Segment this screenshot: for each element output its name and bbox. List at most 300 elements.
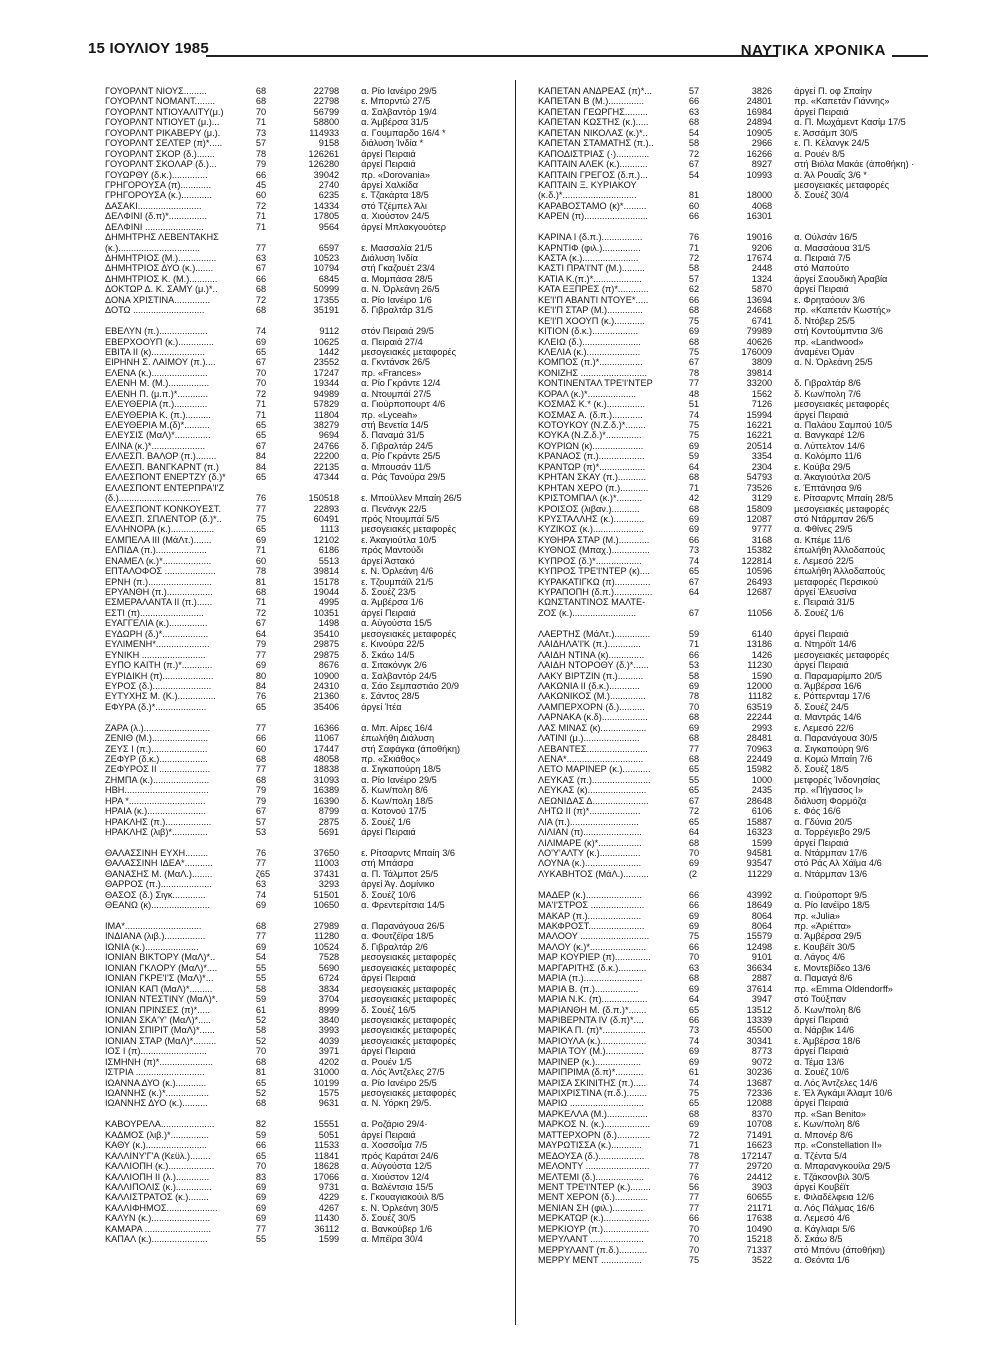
table-row bbox=[538, 253, 943, 263]
ship-name: ΕΥΑΓΓΕΛΙΑ (κ.)............... bbox=[105, 618, 208, 629]
ship-year: 76 bbox=[255, 847, 267, 858]
table-row bbox=[538, 1224, 943, 1234]
ship-group bbox=[105, 326, 510, 712]
ship-status: δ. Κων/πολη 8/6 bbox=[361, 785, 428, 796]
ship-status: ε. Μασσαλία 21/5 bbox=[361, 242, 433, 253]
ship-status: α. Κοτονού 17/5 bbox=[361, 806, 427, 817]
ship-year: 69 bbox=[688, 858, 700, 869]
ship-status: μεσογειακές μεταφορές bbox=[794, 503, 890, 514]
ship-tonnage: 2966 bbox=[751, 138, 773, 149]
ship-status: α. Λός Άντζελες 27/5 bbox=[361, 1067, 445, 1078]
ship-tonnage: 5691 bbox=[318, 827, 340, 838]
ship-name: ΙΣΜΗΝΗ (π)*..................... bbox=[105, 1056, 213, 1067]
ship-year: 65 bbox=[255, 346, 267, 357]
ship-name: ΙΩΑΝΝΗΣ (κ.)*................. bbox=[105, 1088, 209, 1098]
ship-name: ΛΑΚΥ ΒΙΡΤΖΙΝ (π.).......... bbox=[538, 670, 644, 681]
ship-tonnage: 8370 bbox=[751, 1108, 773, 1119]
ship-year: 68 bbox=[688, 117, 700, 128]
table-row bbox=[105, 890, 510, 900]
ship-name: ΔΗΜΗΤΡΙΟΣ Κ. (Μ.)........... bbox=[105, 273, 218, 284]
ship-name: ΕΛΕΝΗ Μ. (Μ.)................ bbox=[105, 378, 210, 389]
ship-name: ΚΑΡΑΒΟΣΤΑΜΟ (κ)*......... bbox=[538, 200, 647, 211]
ship-tonnage: 19344 bbox=[313, 378, 340, 389]
table-row bbox=[538, 1119, 943, 1129]
ship-status: α. Κολόμπο 11/6 bbox=[794, 451, 862, 462]
ship-status: ε. Ρίτσαρντς Μπαίη 28/5 bbox=[794, 493, 894, 504]
ship-status: α. Ντουμπάί 27/5 bbox=[361, 388, 432, 399]
ship-name: ΚΥΡΑΚΑΤΙΓΚΩ (π).............. bbox=[538, 576, 651, 587]
table-row bbox=[105, 514, 510, 524]
ship-name: ΜΕΛΤΕΜΙ (δ.)................... bbox=[538, 1171, 645, 1182]
table-row bbox=[538, 535, 943, 545]
ship-year: 71 bbox=[255, 221, 267, 232]
ship-tonnage: 10625 bbox=[313, 336, 340, 347]
ship-tonnage: 93547 bbox=[746, 858, 773, 869]
ship-tonnage: 20514 bbox=[746, 440, 773, 451]
ship-name: ΚΑΛΛΙΟΠΗ ΙΙ (λ.)............. bbox=[105, 1171, 210, 1182]
ship-status bbox=[794, 211, 943, 221]
ship-tonnage: 3947 bbox=[751, 994, 773, 1005]
ship-tonnage: 9112 bbox=[319, 326, 340, 337]
ship-name: ΚΕ'Ι'Π ΑΒΑΝΤΙ ΝΤΟΥΕ*..... bbox=[538, 294, 649, 305]
table-row bbox=[105, 159, 510, 169]
ship-name: ΛΥΚΑΒΗΤΟΣ (ΜάΛ.).......... bbox=[538, 868, 649, 879]
ship-name: ΚΟΥΚΑ (Ν.Ζ.δ.)*.............. bbox=[538, 430, 642, 441]
ship-year: 68 bbox=[688, 472, 700, 483]
ship-tonnage: 9777 bbox=[751, 524, 773, 535]
table-row bbox=[538, 1005, 943, 1015]
ship-year: 71 bbox=[688, 1140, 700, 1151]
ship-tonnage: 16323 bbox=[746, 827, 773, 838]
ship-year: 78 bbox=[255, 148, 267, 159]
ship-year: 69 bbox=[688, 440, 700, 451]
ship-name: ΖΕΦΥΡ (δ.κ.)................... bbox=[105, 754, 208, 764]
table-row bbox=[105, 1151, 510, 1161]
table-row bbox=[538, 368, 943, 378]
ship-year: 45 bbox=[255, 179, 267, 190]
ship-year: 76 bbox=[255, 493, 267, 504]
ship-name: ΔΑΣΑΚΙ......................... bbox=[105, 200, 202, 211]
ship-year: 57 bbox=[688, 86, 700, 96]
ship-tonnage: 39814 bbox=[313, 566, 340, 577]
table-row bbox=[105, 222, 510, 232]
ship-name: ΜΕΔΟΥΣΑ (δ.).................. bbox=[538, 1150, 645, 1161]
ship-tonnage: 2448 bbox=[751, 263, 773, 274]
table-row bbox=[538, 1067, 943, 1077]
ship-status: δ. Κων/πολη 7/6 bbox=[794, 388, 861, 399]
ship-year: 77 bbox=[255, 858, 267, 869]
ship-name: ΜΕΡΡΥ ΜΕΝΤ ................ bbox=[538, 1255, 642, 1265]
ship-year: 77 bbox=[255, 722, 267, 733]
ship-year: 63 bbox=[255, 879, 267, 890]
ship-year: 68 bbox=[688, 336, 700, 347]
ship-year: 60 bbox=[688, 200, 700, 211]
ship-year: 75 bbox=[688, 1088, 700, 1098]
ship-year: 66 bbox=[255, 733, 267, 744]
ship-status: α. Τέμα 13/6 bbox=[794, 1056, 845, 1067]
ship-year: 70 bbox=[255, 1161, 267, 1172]
table-row bbox=[538, 1130, 943, 1140]
ship-tonnage: 4995 bbox=[318, 597, 340, 608]
ship-status: α. Πενάνγκ 22/5 bbox=[361, 503, 427, 514]
ship-year: 55 bbox=[688, 774, 700, 785]
ship-year: 66 bbox=[688, 649, 700, 660]
ship-name: ΙΟΝΙΑΝ ΣΚΑ'Υ' (ΜαΛ)*..... bbox=[105, 1014, 211, 1025]
ship-status: α. Γιούρποπουρτ 4/6 bbox=[361, 399, 446, 410]
ship-name: ΚΑΠΕΤΑΝ ΚΩΣΤΗΣ (κ.)..... bbox=[538, 117, 649, 128]
ship-status: α. Σαλβαντόρ 24/5 bbox=[361, 670, 437, 681]
ship-year: 70 bbox=[255, 1046, 267, 1057]
table-row bbox=[538, 96, 943, 106]
table-row bbox=[105, 1067, 510, 1077]
ship-year: 65 bbox=[255, 430, 267, 441]
ship-tonnage: 16221 bbox=[746, 430, 773, 441]
ship-name: ΚΑΛΛΙΦΗΜΟΣ.................... bbox=[105, 1202, 218, 1213]
ship-year: 68 bbox=[255, 96, 267, 107]
table-row bbox=[105, 1234, 510, 1244]
ship-tonnage: 22449 bbox=[746, 754, 773, 764]
ship-status bbox=[794, 368, 943, 378]
ship-tonnage: 35406 bbox=[313, 701, 340, 712]
table-row bbox=[538, 316, 943, 326]
ship-name: ΜΕΝΤ ΤΡΕ'Ι'ΝΤΕΡ (κ.)........ bbox=[538, 1181, 651, 1192]
ship-status: έπωλήθη Διάλυση bbox=[361, 733, 435, 744]
ship-name: ΕΣΤΙ (π)......................... bbox=[105, 607, 204, 618]
ship-tonnage: 10524 bbox=[313, 941, 340, 952]
ship-year: 72 bbox=[688, 1129, 700, 1140]
ship-year: 59 bbox=[688, 628, 700, 639]
ship-name: ΛΑΚΩΝΙΑ ΙΙ (δ.κ.)............ bbox=[538, 680, 640, 691]
ship-status: α. Ρουέν 1/5 bbox=[361, 1056, 412, 1067]
ship-name: ΜΑΡΙΑ Β. (π.)................. bbox=[538, 983, 639, 994]
group-spacer bbox=[538, 222, 943, 232]
ship-tonnage: 31000 bbox=[313, 1067, 340, 1078]
ship-tonnage: 9731 bbox=[318, 1181, 340, 1192]
ship-year: 68 bbox=[688, 1108, 700, 1119]
ship-name: ΚΛΕΙΩ (δ.)....................... bbox=[538, 336, 641, 347]
ship-tonnage: 1426 bbox=[751, 649, 773, 660]
ship-name: (κ.δ.)*............................. bbox=[538, 190, 637, 201]
left-column bbox=[105, 86, 510, 1245]
ship-tonnage bbox=[288, 483, 362, 493]
table-row bbox=[105, 1130, 510, 1140]
table-row bbox=[105, 347, 510, 357]
ship-year: 74 bbox=[688, 555, 700, 566]
ship-tonnage: 13687 bbox=[746, 1077, 773, 1088]
ship-name: ΚΑΠΤΑΙΝ Ξ. ΚΥΡΙΑΚΟΥ bbox=[538, 179, 637, 190]
ship-name: ΔΟΤΩ ............................ bbox=[105, 305, 205, 316]
ship-status: δ. Γιβραλτάρ 24/5 bbox=[361, 440, 433, 451]
publication-title: ΝΑΥΤΙΚΑ ΧΡΟΝΙΚΑ bbox=[740, 42, 886, 59]
ship-year: 54 bbox=[688, 127, 700, 138]
ship-tonnage: 17674 bbox=[746, 253, 773, 263]
ship-tonnage: 6597 bbox=[318, 242, 340, 253]
ship-name: ΚΑΣΤΙ ΠΡΑ'Ι'ΝΤ (Μ.)......... bbox=[538, 263, 645, 274]
ship-tonnage: 11533 bbox=[314, 1140, 340, 1151]
table-row bbox=[105, 86, 510, 96]
ship-status: διάλυση Ίνδία * bbox=[361, 138, 424, 149]
table-row bbox=[538, 545, 943, 555]
ship-name: ΙΟΝΙΑΝ ΣΤΑΡ (ΜαΛ)*......... bbox=[105, 1035, 217, 1046]
ship-year: 84 bbox=[255, 680, 267, 691]
ship-year: 66 bbox=[688, 211, 700, 222]
ship-year: 67 bbox=[688, 357, 700, 368]
ship-status: α. Παρανάγουα 30/5 bbox=[794, 733, 878, 744]
ship-year: 67 bbox=[255, 618, 267, 629]
ship-name: ΕΛΜΠΕΛΑ ΙΙΙ (ΜάΛτ.)....... bbox=[105, 534, 212, 545]
ship-status: α. Κομώ Μπαίη 7/6 bbox=[794, 754, 873, 764]
ship-status: άργεί Πειραιά bbox=[361, 607, 416, 618]
table-row bbox=[105, 493, 510, 503]
ship-name: ΔΗΜΗΤΡΙΟΣ ΔΥΟ (κ.)....... bbox=[105, 263, 214, 274]
table-row bbox=[105, 441, 510, 451]
ship-status: α. Σουέζ 10/6 bbox=[794, 1067, 849, 1078]
table-row bbox=[105, 337, 510, 347]
ship-year: 66 bbox=[255, 169, 267, 180]
ship-year: 74 bbox=[255, 889, 267, 900]
ship-year: ζ65 bbox=[255, 868, 271, 879]
ship-tonnage: 14334 bbox=[313, 200, 340, 211]
ship-status: α. Χοσσοΐμα 7/5 bbox=[361, 1140, 428, 1151]
ship-status: άργεί Πειραιά bbox=[361, 827, 416, 838]
table-row bbox=[105, 1203, 510, 1213]
table-row bbox=[105, 263, 510, 273]
ship-tonnage: 19016 bbox=[746, 232, 773, 243]
ship-year: 66 bbox=[255, 273, 267, 284]
ship-tonnage: 48058 bbox=[313, 754, 340, 764]
table-row bbox=[105, 410, 510, 420]
ship-status: α. Σιγκαπούρη 18/5 bbox=[361, 764, 441, 775]
ship-tonnage: 8064 bbox=[751, 910, 773, 921]
ship-year: 81 bbox=[255, 576, 267, 587]
table-row bbox=[538, 326, 943, 336]
ship-status: α. Ρίο Ιανέιρο 29/5 bbox=[361, 774, 437, 785]
ship-tonnage: 9694 bbox=[318, 430, 340, 441]
ship-tonnage: 16623 bbox=[746, 1140, 773, 1151]
ship-name: ΙΟΝΙΑΝ ΓΚΡΕ'Ι'Σ (ΜαΛ)*... bbox=[105, 973, 214, 984]
table-row bbox=[105, 535, 510, 545]
ship-year: 54 bbox=[688, 169, 700, 180]
table-row bbox=[538, 1213, 943, 1223]
ship-tonnage: 11804 bbox=[314, 409, 340, 420]
ship-tonnage: 22135 bbox=[313, 461, 340, 472]
ship-status: πρ. «Άριέττα» bbox=[794, 921, 851, 931]
table-row bbox=[538, 848, 943, 858]
ship-status: άργεί Πειραιά bbox=[794, 106, 849, 117]
ship-year: 75 bbox=[688, 931, 700, 942]
ship-name: ΕΛΛΕΣΠΟΝΤ ΕΝΕΡΤΖΥ (δ.)* bbox=[105, 472, 226, 483]
ship-name: ΚΑΡΙΝΑ Ι (δ.π.)................ bbox=[538, 232, 643, 243]
ship-tonnage: 5690 bbox=[318, 962, 340, 973]
ship-name: ΕΥΛΙΜΕΝΗ*..................... bbox=[105, 639, 210, 650]
ship-tonnage: 114933 bbox=[309, 127, 340, 138]
ship-year: 65 bbox=[688, 1098, 700, 1109]
table-row bbox=[538, 858, 943, 868]
ship-year: 59 bbox=[255, 994, 267, 1005]
ship-name: ΛΟΥΝΑ (κ.)...................... bbox=[538, 858, 642, 869]
ship-status: μετφορές Ίνδονησίας bbox=[794, 774, 880, 785]
ship-name: ΚΑΛΛΙΣΤΡΑΤΟΣ (κ.)........ bbox=[105, 1192, 209, 1203]
ship-name: ΗΒΗ................................. bbox=[105, 785, 209, 796]
ship-year: 55 bbox=[255, 973, 267, 984]
table-row bbox=[105, 326, 510, 336]
ship-tonnage: 8799 bbox=[318, 806, 340, 817]
table-row bbox=[105, 1046, 510, 1056]
ship-name: ΛΑΙΔΗΛΑ'Ι'Κ (π.)............. bbox=[538, 639, 641, 650]
ship-status: άργεί Άστακό bbox=[361, 555, 415, 566]
ship-tonnage: 17638 bbox=[746, 1213, 773, 1224]
ship-tonnage: 9206 bbox=[751, 242, 773, 253]
ship-name: ΕΥΡΙΔΙΚΗ (π).................... bbox=[105, 670, 214, 681]
ship-tonnage: 70963 bbox=[746, 743, 773, 754]
ship-year: 77 bbox=[255, 931, 267, 942]
ship-year: 52 bbox=[255, 1088, 267, 1098]
table-row bbox=[538, 869, 943, 879]
ship-status: δ. Σουέζ 30/4 bbox=[794, 190, 849, 201]
ship-name: ΓΡΗΓΟΡΟΥΣΑ (κ.)............ bbox=[105, 190, 212, 201]
table-row bbox=[538, 952, 943, 962]
table-row bbox=[105, 1025, 510, 1035]
ship-name: ΛΙΛΙΜΑΡΕ (κ)*................. bbox=[538, 837, 642, 848]
ship-tonnage: 11067 bbox=[314, 733, 340, 744]
ship-name: ΜΑΡΙΚΑ Π. (π)*................. bbox=[538, 1025, 646, 1036]
ship-name: ΗΡΑΚΛΗΣ (λιβ)*.............. bbox=[105, 827, 208, 838]
ship-name: ΓΟΥΩΡΘΥ (δ.κ.).............. bbox=[105, 169, 208, 180]
ship-name: ΜΕΝΙΑΝ ΣΗ (φιλ.)............ bbox=[538, 1202, 644, 1213]
ship-year: 68 bbox=[688, 503, 700, 514]
ship-tonnage: 21171 bbox=[747, 1202, 773, 1213]
ship-status: πρ. «Καπετάν Γιάννης» bbox=[794, 96, 890, 107]
ship-year: 64 bbox=[688, 587, 700, 597]
table-row bbox=[105, 190, 510, 200]
ship-tonnage: 71491 bbox=[746, 1129, 773, 1140]
ship-name: ΛΑΙΔΗ ΝΤΟΡΟΘΥ (δ.)*...... bbox=[538, 660, 649, 671]
ship-status: ε. Ρόττερνταμ 17/6 bbox=[794, 691, 871, 702]
ship-status: α. Νάρβικ 14/6 bbox=[794, 1025, 855, 1036]
ship-tonnage: 16301 bbox=[746, 211, 773, 222]
table-row bbox=[105, 629, 510, 639]
ship-year: 52 bbox=[255, 1014, 267, 1025]
ship-year: 82 bbox=[255, 1119, 267, 1130]
ship-name: ΜΑΛΟΟΥ ........................... bbox=[538, 931, 650, 942]
ship-name: ΛΙΛΙΑΝ (π)....................... bbox=[538, 827, 642, 838]
ship-status: α. Βαλέντσια 15/5 bbox=[361, 1181, 434, 1192]
ship-year: 69 bbox=[688, 513, 700, 524]
ship-name: ΛΑΡΝΑΚΑ (κ.δ).................. bbox=[538, 712, 648, 723]
ship-name: ΚΑΠΕΤΑΝ ΣΤΑΜΑΤΗΣ (π.).. bbox=[538, 138, 654, 149]
ship-status: α. Χιούστον 12/4 bbox=[361, 1171, 430, 1182]
ship-tonnage: 1599 bbox=[318, 1234, 340, 1245]
ship-tonnage: 2740 bbox=[318, 179, 340, 190]
table-row bbox=[538, 817, 943, 827]
table-row bbox=[538, 671, 943, 681]
ship-status: έπωλήθη Άλλοδαπούς bbox=[794, 566, 885, 577]
ship-status: άναμένει Όμάν bbox=[794, 346, 855, 357]
ship-tonnage: 10794 bbox=[313, 263, 340, 274]
ship-name: ΕΒΕΛΥΝ (π.)................... bbox=[105, 326, 208, 337]
ship-status: ε. Μοντεβίδεο 13/6 bbox=[794, 962, 871, 973]
table-row bbox=[538, 629, 943, 639]
table-row bbox=[105, 524, 510, 534]
ship-year: 53 bbox=[688, 660, 700, 671]
table-row bbox=[105, 723, 510, 733]
ship-status: α. Θεόντα 1/6 bbox=[794, 1255, 850, 1265]
ship-name: ΜΑΡΙΑ (π.)....................... bbox=[538, 973, 643, 984]
ship-status bbox=[361, 232, 510, 242]
ship-year: 79 bbox=[255, 159, 267, 170]
ship-name: ΖΕΝΙΘ (Μ.)...................... bbox=[105, 733, 209, 744]
ship-tonnage: 15178 bbox=[313, 576, 340, 587]
ship-tonnage: 10490 bbox=[746, 1223, 773, 1234]
ship-status: ε. Τζακάρτα 18/5 bbox=[361, 190, 429, 201]
table-row bbox=[538, 284, 943, 294]
group-spacer bbox=[105, 911, 510, 921]
ship-status: στή Μπάσρα bbox=[361, 858, 414, 869]
ship-tonnage: 3993 bbox=[318, 1025, 340, 1036]
ship-tonnage: 17247 bbox=[313, 367, 340, 378]
table-row bbox=[105, 1098, 510, 1108]
ship-tonnage: 16266 bbox=[746, 148, 773, 159]
table-row bbox=[105, 764, 510, 774]
ship-tonnage: 17355 bbox=[313, 294, 340, 305]
ship-name: ΜΑΔΕΡ (κ.)...................... bbox=[538, 889, 642, 900]
ship-name: ΙΟΝΙΑΝ ΒΙΚΤΟΡΥ (ΜαΛ)*.. bbox=[105, 952, 216, 963]
ship-status: μεσογειακές μεταφορές bbox=[361, 1088, 457, 1098]
ship-tonnage: 35191 bbox=[313, 305, 340, 316]
ship-year: 84 bbox=[255, 461, 267, 472]
table-row bbox=[538, 357, 943, 367]
ship-status: α. Μπονέρ 8/6 bbox=[794, 1129, 853, 1140]
ship-name: ΜΑΡΙΒΕΡΝΤΑ ΙV (δ.π)*.... bbox=[538, 1014, 644, 1025]
ship-status: α. Τζέντα 5/4 bbox=[794, 1150, 847, 1161]
ship-name: ΕΛΕΝΑ (κ.)...................... bbox=[105, 367, 208, 378]
table-row bbox=[538, 493, 943, 503]
ship-tonnage: 3809 bbox=[751, 357, 773, 368]
ship-year: 71 bbox=[255, 117, 267, 128]
table-row bbox=[105, 587, 510, 597]
table-row bbox=[105, 389, 510, 399]
ship-status: πρ. «Julia» bbox=[794, 910, 840, 921]
table-row bbox=[538, 138, 943, 148]
ship-tonnage: 176009 bbox=[741, 346, 773, 357]
ship-status: α. Μπαρανγκουίλα 29/5 bbox=[794, 1161, 891, 1172]
ship-status: ε. Κούβα 29/5 bbox=[794, 461, 851, 472]
ship-year: 69 bbox=[255, 660, 267, 671]
ship-name: ΚΑΛΥΝ (κ.)....................... bbox=[105, 1213, 211, 1224]
ship-tonnage: 1599 bbox=[751, 837, 773, 848]
table-row bbox=[538, 744, 943, 754]
ship-year: 76 bbox=[688, 1171, 700, 1182]
ship-year: 68 bbox=[255, 587, 267, 597]
ship-year: 81 bbox=[688, 190, 700, 201]
ship-name: ΕΣΜΕΡΑΛΑΝΤΑ ΙΙ (π.)...... bbox=[105, 597, 213, 608]
ship-tonnage: 6140 bbox=[751, 628, 773, 639]
ship-name: ΕΥΠΟ ΚΑΙΤΗ (π.)*............ bbox=[105, 660, 213, 671]
ship-name: ΙΩΝΙΑ (κ.)..................... bbox=[105, 941, 199, 952]
table-row bbox=[105, 691, 510, 701]
ship-status: άργεί Άγ. Δομίνικο bbox=[361, 879, 435, 890]
ship-tonnage: 24766 bbox=[313, 440, 340, 451]
ship-tonnage: 9101 bbox=[751, 952, 773, 963]
ship-status: δ. Παναμά 31/5 bbox=[361, 430, 425, 441]
ship-status: α. Ρίο Ιανέιρο 29/5 bbox=[361, 86, 437, 96]
ship-status: άργεί Πειραιά bbox=[361, 159, 416, 170]
table-row bbox=[538, 556, 943, 566]
ship-year: 72 bbox=[688, 253, 700, 263]
ship-name: ΓΟΥΟΡΛΝΤ ΝΙΟΥΣ......... bbox=[105, 86, 207, 96]
ship-year: 63 bbox=[688, 106, 700, 117]
ship-tonnage: 15218 bbox=[746, 1234, 773, 1245]
